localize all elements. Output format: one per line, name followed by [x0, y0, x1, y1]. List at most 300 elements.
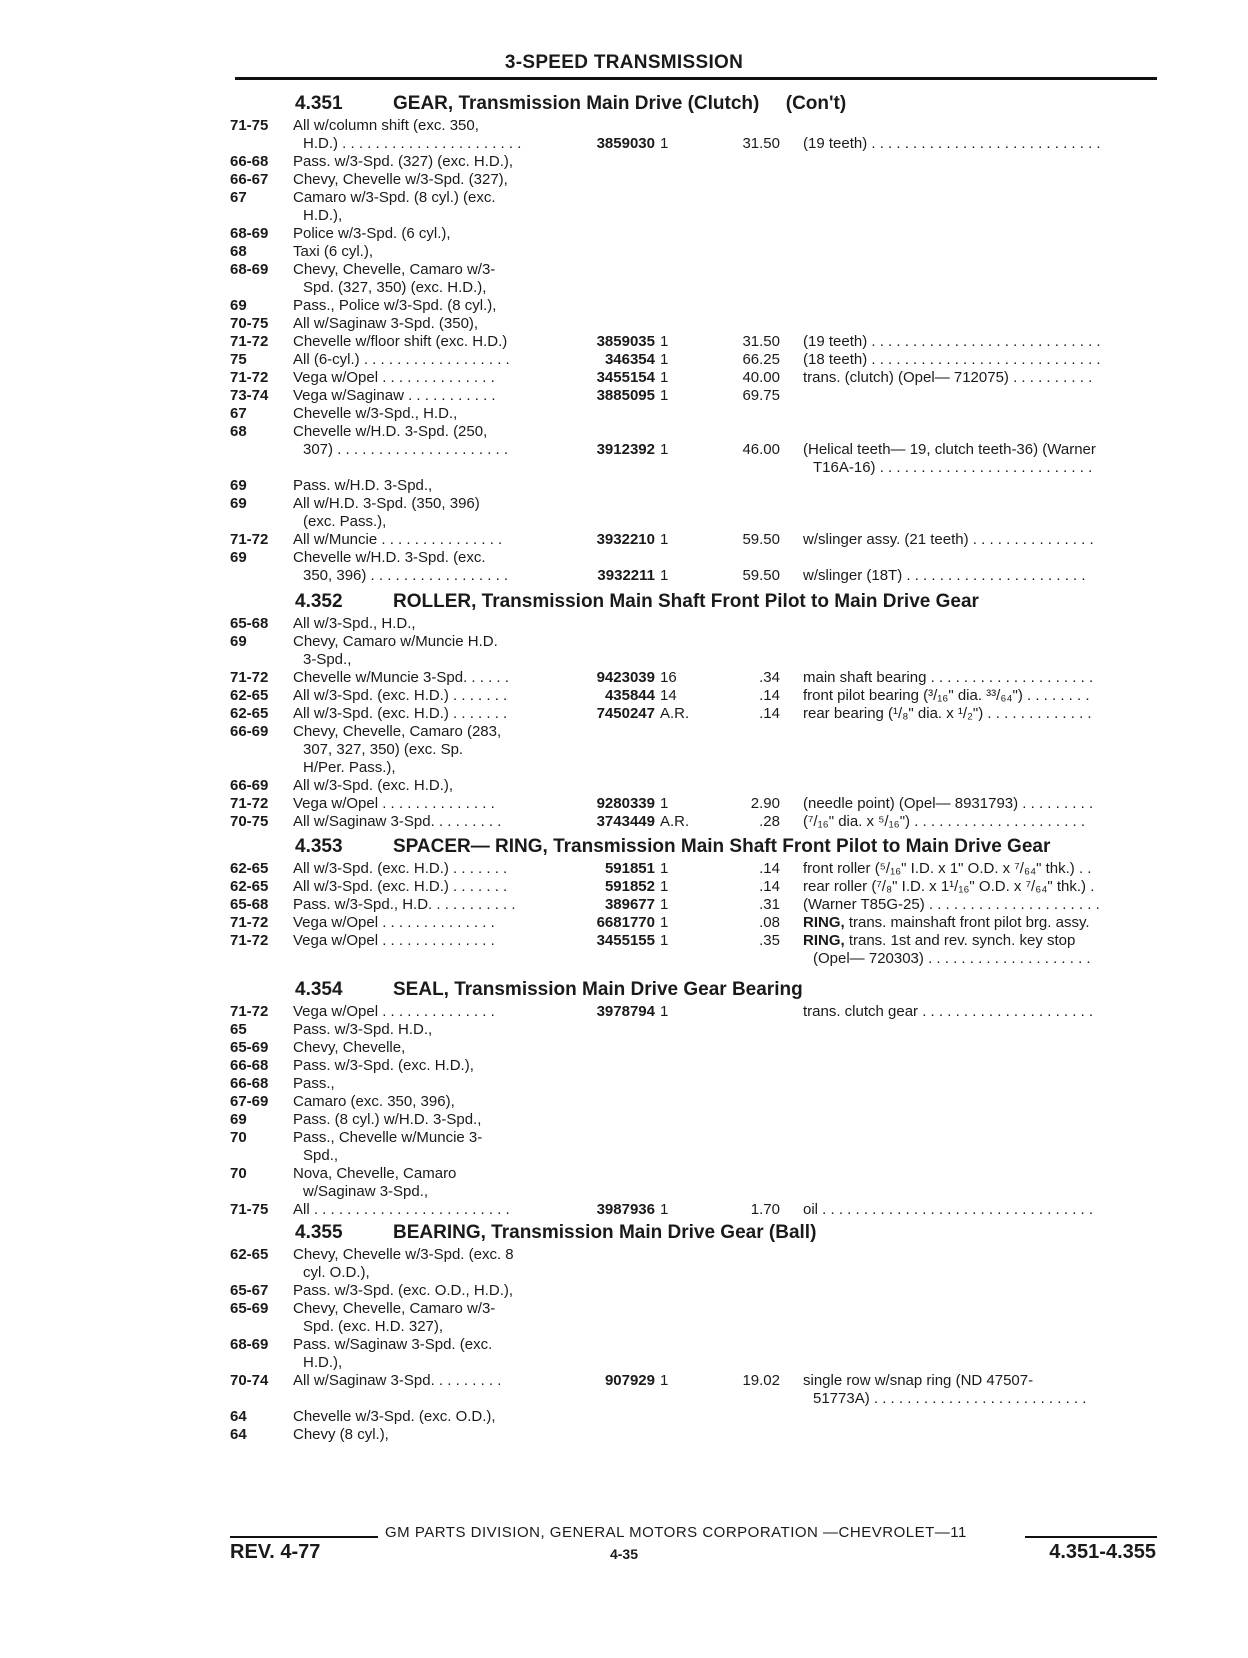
- model-years: 65-69: [230, 1039, 269, 1056]
- parts-row: [0, 1093, 1248, 1111]
- parts-row: [0, 669, 1248, 687]
- parts-row: [0, 1021, 1248, 1039]
- model-years: 66-68: [230, 1075, 269, 1092]
- price: .14: [759, 860, 780, 877]
- part-number: 3885095: [596, 387, 655, 404]
- remarks-text: rear roller (⁷/₈" I.D. x 1¹/₁₆" O.D. x ⁷/₆₄" thk.) .: [803, 878, 1095, 895]
- part-number: 9280339: [596, 795, 655, 812]
- part-number: 3455155: [596, 932, 655, 949]
- parts-row: [0, 1426, 1248, 1444]
- remarks: [803, 914, 1163, 932]
- application-description: Chevy, Chevelle w/3-Spd. (327),: [293, 171, 508, 188]
- parts-row: [0, 297, 1248, 315]
- part-number: 591852: [604, 878, 655, 895]
- price: .14: [759, 687, 780, 704]
- model-years: 71-72: [230, 1003, 269, 1020]
- application-description: Spd.,: [303, 1147, 339, 1164]
- section: [0, 1219, 1248, 1444]
- quantity: 1: [660, 531, 669, 548]
- remarks-part-name: RING,: [803, 914, 845, 931]
- part-number: 591851: [604, 860, 655, 877]
- part-number: 907929: [604, 1372, 655, 1389]
- parts-row: [0, 423, 1248, 441]
- remarks: [803, 333, 1163, 351]
- application-description: Pass. w/H.D. 3-Spd.,: [293, 477, 433, 494]
- application-description: All w/3-Spd., H.D.,: [293, 615, 416, 632]
- model-years: 65-68: [230, 615, 269, 632]
- application-description: Vega w/Opel . . . . . . . . . . . . . .: [293, 1003, 495, 1020]
- price: .34: [759, 669, 780, 686]
- quantity: 1: [660, 1003, 669, 1020]
- application-description: All w/column shift (exc. 350,: [293, 117, 479, 134]
- price: 31.50: [742, 333, 780, 350]
- section-heading: BEARING, Transmission Main Drive Gear (Ball): [393, 1222, 817, 1243]
- section-heading: ROLLER, Transmission Main Shaft Front Pilot to Main Drive Gear: [393, 591, 979, 612]
- parts-row: [0, 705, 1248, 723]
- parts-row: [0, 1264, 1248, 1282]
- application-description: Chevelle w/H.D. 3-Spd. (250,: [293, 423, 488, 440]
- application-description: Taxi (6 cyl.),: [293, 243, 374, 260]
- parts-row: [0, 741, 1248, 759]
- model-years: 67: [230, 189, 247, 206]
- price: 2.90: [750, 795, 780, 812]
- application-description: Chevy, Chevelle, Camaro (283,: [293, 723, 502, 740]
- application-description: Nova, Chevelle, Camaro: [293, 1165, 457, 1182]
- part-number: 3455154: [596, 369, 655, 386]
- quantity: 1: [660, 932, 669, 949]
- application-description: 350, 396) . . . . . . . . . . . . . . . . .: [303, 567, 509, 584]
- model-years: 66-68: [230, 153, 269, 170]
- parts-row: [0, 261, 1248, 279]
- model-years: 67: [230, 405, 247, 422]
- section-number: 4.354: [295, 979, 343, 1000]
- parts-row: [0, 633, 1248, 651]
- application-description: Pass. w/3-Spd. (exc. H.D.),: [293, 1057, 474, 1074]
- model-years: 64: [230, 1426, 247, 1443]
- price: 1.70: [750, 1201, 780, 1218]
- parts-row: [0, 777, 1248, 795]
- remarks-text: trans. 1st and rev. synch. key stop: [844, 932, 1076, 949]
- price: .08: [759, 914, 780, 931]
- section: [0, 588, 1248, 831]
- section-number: 4.355: [295, 1222, 343, 1243]
- quantity: A.R.: [660, 813, 690, 830]
- quantity: 1: [660, 135, 669, 152]
- application-description: Vega w/Saginaw . . . . . . . . . . .: [293, 387, 496, 404]
- application-description: All w/3-Spd. (exc. H.D.),: [293, 777, 454, 794]
- parts-row: [0, 405, 1248, 423]
- model-years: 71-72: [230, 369, 269, 386]
- application-description: Spd. (327, 350) (exc. H.D.),: [303, 279, 487, 296]
- parts-row: [0, 495, 1248, 513]
- model-years: 71-75: [230, 1201, 269, 1218]
- section-title: [0, 1219, 1248, 1246]
- part-number: 3978794: [596, 1003, 655, 1020]
- application-description: Pass.,: [293, 1075, 335, 1092]
- parts-row: [0, 441, 1248, 459]
- parts-row: [0, 333, 1248, 351]
- application-description: 307) . . . . . . . . . . . . . . . . . . . . .: [303, 441, 509, 458]
- model-years: 69: [230, 633, 247, 650]
- quantity: A.R.: [660, 705, 690, 722]
- remarks-text: (Opel— 720303) . . . . . . . . . . . . . . . . . . . .: [813, 950, 1091, 967]
- model-years: 62-65: [230, 687, 269, 704]
- remarks: [813, 1390, 1163, 1408]
- parts-row: [0, 387, 1248, 405]
- part-number: 3859030: [596, 135, 655, 152]
- section: [0, 90, 1248, 585]
- parts-row: [0, 1282, 1248, 1300]
- remarks-text: trans. (clutch) (Opel— 712075) . . . . . . . . . .: [803, 369, 1093, 386]
- quantity: 1: [660, 896, 669, 913]
- parts-row: [0, 687, 1248, 705]
- application-description: H.D.),: [303, 1354, 343, 1371]
- parts-row: [0, 1336, 1248, 1354]
- part-number: 3859035: [596, 333, 655, 350]
- price: 59.50: [742, 567, 780, 584]
- remarks: [803, 531, 1163, 549]
- model-years: 62-65: [230, 860, 269, 877]
- application-description: Chevelle w/H.D. 3-Spd. (exc.: [293, 549, 486, 566]
- application-description: Pass., Chevelle w/Muncie 3-: [293, 1129, 483, 1146]
- application-description: Pass., Police w/3-Spd. (8 cyl.),: [293, 297, 497, 314]
- header-rule: [235, 77, 1157, 80]
- quantity: 1: [660, 860, 669, 877]
- part-number: 3743449: [596, 813, 655, 830]
- quantity: 1: [660, 567, 669, 584]
- quantity: 1: [660, 333, 669, 350]
- parts-row: [0, 1147, 1248, 1165]
- remarks: [803, 860, 1163, 878]
- model-years: 71-72: [230, 531, 269, 548]
- model-years: 65-67: [230, 1282, 269, 1299]
- section-title: [0, 976, 1248, 1003]
- application-description: (exc. Pass.),: [303, 513, 387, 530]
- application-description: 3-Spd.,: [303, 651, 352, 668]
- model-years: 68-69: [230, 1336, 269, 1353]
- parts-row: [0, 950, 1248, 968]
- section-heading: GEAR, Transmission Main Drive (Clutch) (Con't): [393, 93, 847, 114]
- application-description: Chevelle w/3-Spd., H.D.,: [293, 405, 458, 422]
- price: 40.00: [742, 369, 780, 386]
- application-description: Pass. w/Saginaw 3-Spd. (exc.: [293, 1336, 493, 1353]
- model-years: 65-68: [230, 896, 269, 913]
- model-years: 71-72: [230, 932, 269, 949]
- quantity: 1: [660, 441, 669, 458]
- parts-row: [0, 315, 1248, 333]
- parts-row: [0, 207, 1248, 225]
- model-years: 62-65: [230, 705, 269, 722]
- application-description: Chevelle w/floor shift (exc. H.D.): [293, 333, 508, 350]
- quantity: 1: [660, 1372, 669, 1389]
- application-description: All w/Saginaw 3-Spd. . . . . . . . .: [293, 813, 502, 830]
- remarks-text: single row w/snap ring (ND 47507-: [803, 1372, 1034, 1389]
- section-number: 4.351: [295, 93, 343, 114]
- section-title: [0, 588, 1248, 615]
- parts-row: [0, 1075, 1248, 1093]
- remarks-text: T16A-16) . . . . . . . . . . . . . . . . . . . . . . . . . .: [813, 459, 1093, 476]
- model-years: 69: [230, 549, 247, 566]
- model-years: 68-69: [230, 261, 269, 278]
- revision-label: REV. 4-77: [230, 1541, 321, 1563]
- remarks-text: (Helical teeth— 19, clutch teeth-36) (Warner: [803, 441, 1096, 458]
- footer-rule-left: [230, 1536, 378, 1538]
- application-description: Pass. w/3-Spd. (327) (exc. H.D.),: [293, 153, 514, 170]
- application-description: H.D.) . . . . . . . . . . . . . . . . . . . . . .: [303, 135, 522, 152]
- model-years: 70-74: [230, 1372, 269, 1389]
- application-description: w/Saginaw 3-Spd.,: [303, 1183, 429, 1200]
- remarks: [803, 369, 1163, 387]
- page-number: 4-35: [609, 1546, 639, 1562]
- parts-row: [0, 351, 1248, 369]
- remarks-text: w/slinger assy. (21 teeth) . . . . . . . . . . . . . . .: [803, 531, 1094, 548]
- price: .14: [759, 705, 780, 722]
- parts-row: [0, 1039, 1248, 1057]
- application-description: All w/Muncie . . . . . . . . . . . . . . .: [293, 531, 503, 548]
- parts-row: [0, 243, 1248, 261]
- application-description: Chevy, Chevelle, Camaro w/3-: [293, 1300, 496, 1317]
- application-description: cyl. O.D.),: [303, 1264, 370, 1281]
- remarks-text: (Warner T85G-25) . . . . . . . . . . . . . . . . . . . . .: [803, 896, 1100, 913]
- parts-row: [0, 117, 1248, 135]
- application-description: H.D.),: [303, 207, 343, 224]
- remarks-text: (18 teeth) . . . . . . . . . . . . . . . . . . . . . . . . . . . .: [803, 351, 1101, 368]
- remarks: [803, 813, 1163, 831]
- parts-row: [0, 860, 1248, 878]
- application-description: Police w/3-Spd. (6 cyl.),: [293, 225, 451, 242]
- part-number: 6681770: [596, 914, 655, 931]
- application-description: Pass. (8 cyl.) w/H.D. 3-Spd.,: [293, 1111, 482, 1128]
- remarks: [813, 950, 1163, 968]
- remarks: [803, 351, 1163, 369]
- model-years: 70: [230, 1165, 247, 1182]
- parts-row: [0, 531, 1248, 549]
- remarks: [803, 932, 1163, 950]
- model-years: 71-75: [230, 117, 269, 134]
- remarks: [803, 1201, 1163, 1219]
- remarks: [803, 878, 1163, 896]
- remarks: [803, 567, 1163, 585]
- model-years: 71-72: [230, 795, 269, 812]
- application-description: Vega w/Opel . . . . . . . . . . . . . .: [293, 369, 495, 386]
- remarks-part-name: RING,: [803, 932, 845, 949]
- parts-row: [0, 1408, 1248, 1426]
- part-number: 3932211: [597, 567, 655, 584]
- parts-row: [0, 1129, 1248, 1147]
- model-years: 68-69: [230, 225, 269, 242]
- model-years: 64: [230, 1408, 247, 1425]
- parts-list: [0, 90, 1248, 1444]
- parts-row: [0, 914, 1248, 932]
- part-number: 3912392: [596, 441, 655, 458]
- part-number: 435844: [604, 687, 655, 704]
- footer-publisher: GM PARTS DIVISION, GENERAL MOTORS CORPORATION —CHEVROLET—11: [385, 1524, 967, 1541]
- quantity: 1: [660, 351, 669, 368]
- parts-row: [0, 549, 1248, 567]
- model-years: 69: [230, 477, 247, 494]
- section-title: [0, 833, 1248, 860]
- model-years: 69: [230, 297, 247, 314]
- parts-row: [0, 1318, 1248, 1336]
- parts-row: [0, 1111, 1248, 1129]
- parts-row: [0, 189, 1248, 207]
- section-heading: SPACER— RING, Transmission Main Shaft Front Pilot to Main Drive Gear: [393, 836, 1051, 857]
- parts-row: [0, 896, 1248, 914]
- remarks-text: 51773A) . . . . . . . . . . . . . . . . . . . . . . . . . .: [813, 1390, 1087, 1407]
- part-number: 346354: [604, 351, 655, 368]
- model-years: 67-69: [230, 1093, 269, 1110]
- application-description: All w/H.D. 3-Spd. (350, 396): [293, 495, 480, 512]
- parts-row: [0, 1201, 1248, 1219]
- parts-row: [0, 1372, 1248, 1390]
- model-years: 66-69: [230, 723, 269, 740]
- remarks-text: (⁷/₁₆" dia. x ⁵/₁₆") . . . . . . . . . . . . . . . . . . . . .: [803, 813, 1086, 830]
- part-number: 9423039: [596, 669, 655, 686]
- application-description: Camaro w/3-Spd. (8 cyl.) (exc.: [293, 189, 496, 206]
- remarks: [803, 795, 1163, 813]
- section-title: [0, 90, 1248, 117]
- parts-row: [0, 615, 1248, 633]
- remarks-text: (19 teeth) . . . . . . . . . . . . . . . . . . . . . . . . . . . .: [803, 135, 1101, 152]
- model-years: 71-72: [230, 669, 269, 686]
- model-years: 69: [230, 1111, 247, 1128]
- price: 69.75: [742, 387, 780, 404]
- remarks: [803, 135, 1163, 153]
- parts-row: [0, 1300, 1248, 1318]
- parts-row: [0, 1165, 1248, 1183]
- parts-row: [0, 759, 1248, 777]
- quantity: 14: [660, 687, 677, 704]
- model-years: 71-72: [230, 333, 269, 350]
- parts-row: [0, 279, 1248, 297]
- parts-row: [0, 171, 1248, 189]
- price: 31.50: [742, 135, 780, 152]
- remarks-text: (needle point) (Opel— 8931793) . . . . . . . . .: [803, 795, 1094, 812]
- parts-row: [0, 1246, 1248, 1264]
- remarks-text: trans. clutch gear . . . . . . . . . . . . . . . . . . . . .: [803, 1003, 1094, 1020]
- price: .28: [759, 813, 780, 830]
- model-years: 68: [230, 423, 247, 440]
- page-title: 3-SPEED TRANSMISSION: [504, 52, 744, 73]
- parts-row: [0, 369, 1248, 387]
- parts-row: [0, 651, 1248, 669]
- price: 59.50: [742, 531, 780, 548]
- application-description: 307, 327, 350) (exc. Sp.: [303, 741, 464, 758]
- part-number: 3987936: [596, 1201, 655, 1218]
- model-years: 68: [230, 243, 247, 260]
- parts-row: [0, 1003, 1248, 1021]
- part-number: 3932210: [596, 531, 655, 548]
- model-years: 65: [230, 1021, 247, 1038]
- model-years: 69: [230, 495, 247, 512]
- remarks-text: w/slinger (18T) . . . . . . . . . . . . . . . . . . . . . .: [803, 567, 1086, 584]
- remarks: [803, 1003, 1163, 1021]
- application-description: Chevy, Chevelle w/3-Spd. (exc. 8: [293, 1246, 514, 1263]
- model-years: 73-74: [230, 387, 269, 404]
- application-description: Spd. (exc. H.D. 327),: [303, 1318, 444, 1335]
- section: [0, 833, 1248, 968]
- application-description: All w/3-Spd. (exc. H.D.) . . . . . . .: [293, 705, 508, 722]
- quantity: 1: [660, 387, 669, 404]
- section: [0, 976, 1248, 1219]
- application-description: All . . . . . . . . . . . . . . . . . . . . . . . .: [293, 1201, 510, 1218]
- remarks-text: trans. mainshaft front pilot brg. assy.: [844, 914, 1090, 931]
- parts-row: [0, 225, 1248, 243]
- section-number: 4.352: [295, 591, 343, 612]
- footer-rule-right: [1025, 1536, 1157, 1538]
- remarks: [803, 687, 1163, 705]
- quantity: 1: [660, 878, 669, 895]
- parts-row: [0, 723, 1248, 741]
- section-heading: SEAL, Transmission Main Drive Gear Bearing: [393, 979, 803, 1000]
- parts-row: [0, 567, 1248, 585]
- remarks-text: front roller (⁵/₁₆" I.D. x 1" O.D. x ⁷/₆₄" thk.) . .: [803, 860, 1092, 877]
- part-number: 389677: [604, 896, 655, 913]
- application-description: All w/3-Spd. (exc. H.D.) . . . . . . .: [293, 687, 508, 704]
- application-description: H/Per. Pass.),: [303, 759, 396, 776]
- model-years: 65-69: [230, 1300, 269, 1317]
- remarks: [813, 459, 1163, 477]
- section-range: 4.351-4.355: [1049, 1541, 1156, 1563]
- parts-row: [0, 1057, 1248, 1075]
- model-years: 70-75: [230, 315, 269, 332]
- quantity: 1: [660, 914, 669, 931]
- parts-row: [0, 1390, 1248, 1408]
- application-description: Vega w/Opel . . . . . . . . . . . . . .: [293, 795, 495, 812]
- remarks: [803, 441, 1163, 459]
- application-description: Vega w/Opel . . . . . . . . . . . . . .: [293, 914, 495, 931]
- parts-row: [0, 1354, 1248, 1372]
- quantity: 1: [660, 795, 669, 812]
- remarks: [803, 896, 1163, 914]
- application-description: Chevy (8 cyl.),: [293, 1426, 389, 1443]
- application-description: All w/Saginaw 3-Spd. (350),: [293, 315, 479, 332]
- remarks-text: (19 teeth) . . . . . . . . . . . . . . . . . . . . . . . . . . . .: [803, 333, 1101, 350]
- parts-row: [0, 795, 1248, 813]
- quantity: 1: [660, 1201, 669, 1218]
- remarks-text: oil . . . . . . . . . . . . . . . . . . . . . . . . . . . . . . . . .: [803, 1201, 1094, 1218]
- application-description: Camaro (exc. 350, 396),: [293, 1093, 455, 1110]
- application-description: All w/3-Spd. (exc. H.D.) . . . . . . .: [293, 860, 508, 877]
- quantity: 1: [660, 369, 669, 386]
- remarks-text: main shaft bearing . . . . . . . . . . . . . . . . . . . .: [803, 669, 1094, 686]
- model-years: 70-75: [230, 813, 269, 830]
- parts-row: [0, 459, 1248, 477]
- application-description: Chevelle w/3-Spd. (exc. O.D.),: [293, 1408, 496, 1425]
- application-description: Pass. w/3-Spd., H.D. . . . . . . . . . .: [293, 896, 516, 913]
- remarks-text: rear bearing (¹/₈" dia. x ¹/₂") . . . . . . . . . . . . .: [803, 705, 1092, 722]
- model-years: 66-69: [230, 777, 269, 794]
- price: .14: [759, 878, 780, 895]
- remarks: [803, 1372, 1163, 1390]
- quantity: 16: [660, 669, 677, 686]
- model-years: 70: [230, 1129, 247, 1146]
- application-description: Chevy, Camaro w/Muncie H.D.: [293, 633, 498, 650]
- parts-row: [0, 932, 1248, 950]
- model-years: 66-67: [230, 171, 269, 188]
- parts-row: [0, 813, 1248, 831]
- parts-row: [0, 513, 1248, 531]
- price: .31: [759, 896, 780, 913]
- price: 66.25: [742, 351, 780, 368]
- application-description: Chevy, Chevelle, Camaro w/3-: [293, 261, 496, 278]
- application-description: All w/Saginaw 3-Spd. . . . . . . . .: [293, 1372, 502, 1389]
- parts-row: [0, 135, 1248, 153]
- parts-row: [0, 1183, 1248, 1201]
- price: 46.00: [742, 441, 780, 458]
- model-years: 62-65: [230, 878, 269, 895]
- application-description: Vega w/Opel . . . . . . . . . . . . . .: [293, 932, 495, 949]
